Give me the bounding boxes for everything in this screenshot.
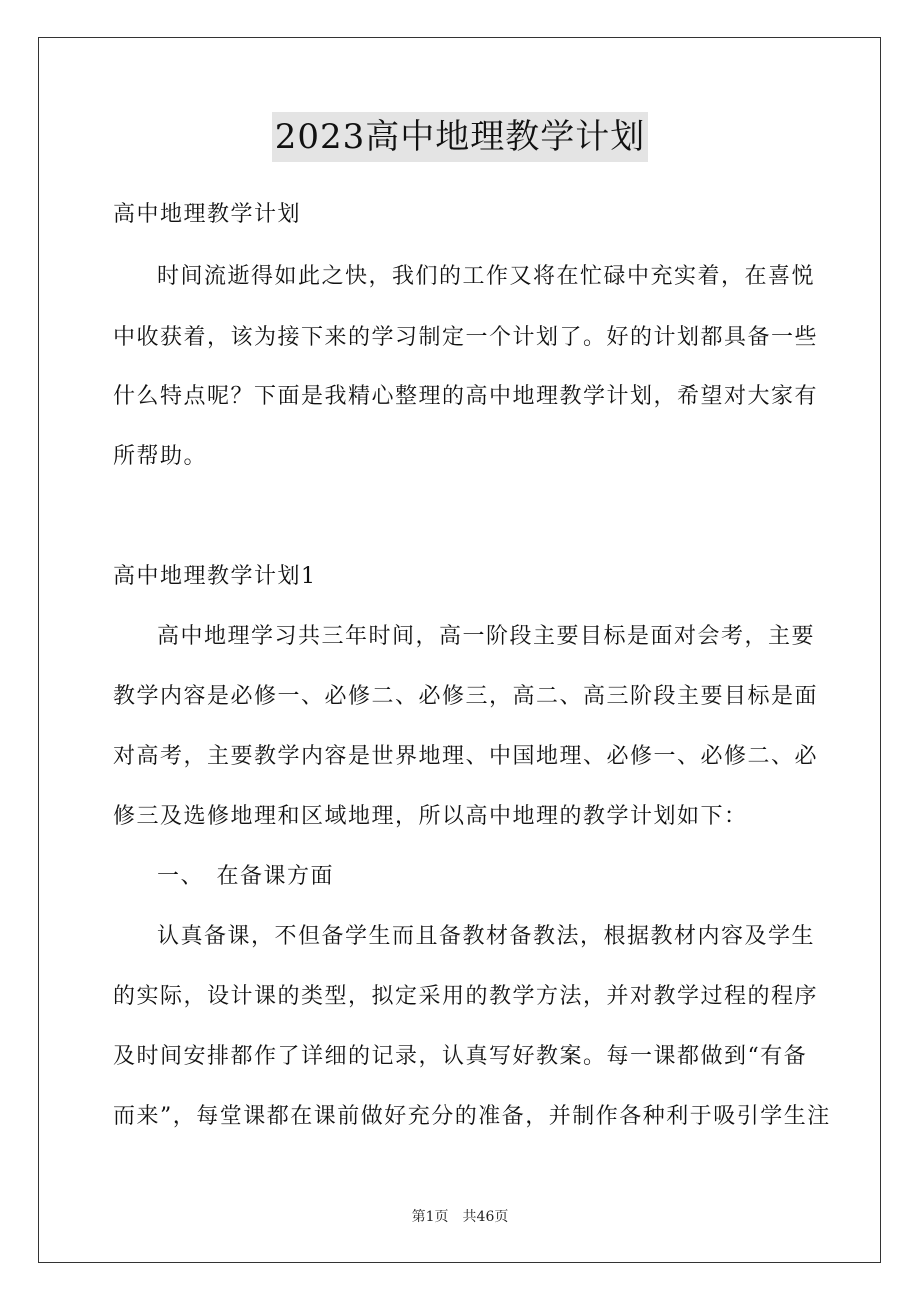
- subsection-heading: 一、 在备课方面: [157, 864, 335, 889]
- paragraph-line: 认真备课，不但备学生而且备教材备教法，根据教材内容及学生: [157, 924, 816, 949]
- page-number: 第1页: [411, 1209, 449, 1225]
- paragraph-line: 对高考，主要教学内容是世界地理、中国地理、必修一、必修二、必: [113, 744, 819, 769]
- document-title: 2023高中地理教学计划: [272, 112, 649, 162]
- paragraph-line: 的实际，设计课的类型，拟定采用的教学方法，并对教学过程的程序: [113, 984, 819, 1009]
- page-total: 共46页: [462, 1209, 509, 1225]
- paragraph-line: 什么特点呢？下面是我精心整理的高中地理教学计划，希望对大家有: [113, 384, 819, 409]
- paragraph-line: 修三及选修地理和区域地理，所以高中地理的教学计划如下：: [113, 804, 748, 829]
- title-container: [0, 112, 920, 162]
- page-footer: [0, 1208, 920, 1226]
- paragraph-line: 所帮助。: [113, 444, 208, 469]
- paragraph-line: 高中地理学习共三年时间，高一阶段主要目标是面对会考，主要: [157, 624, 816, 649]
- section-heading: 高中地理教学计划1: [113, 564, 317, 589]
- paragraph-line: 教学内容是必修一、必修二、必修三，高二、高三阶段主要目标是面: [113, 684, 819, 709]
- paragraph-line: 时间流逝得如此之快，我们的工作又将在忙碌中充实着，在喜悦: [157, 264, 816, 289]
- paragraph-line: 而来”，每堂课都在课前做好充分的准备，并制作各种利于吸引学生注: [113, 1104, 831, 1129]
- paragraph-line: 中收获着，该为接下来的学习制定一个计划了。好的计划都具备一些: [113, 325, 819, 350]
- section-heading: 高中地理教学计划: [113, 202, 302, 227]
- paragraph-line: 及时间安排都作了详细的记录，认真写好教案。每一课都做到“有备: [113, 1044, 808, 1069]
